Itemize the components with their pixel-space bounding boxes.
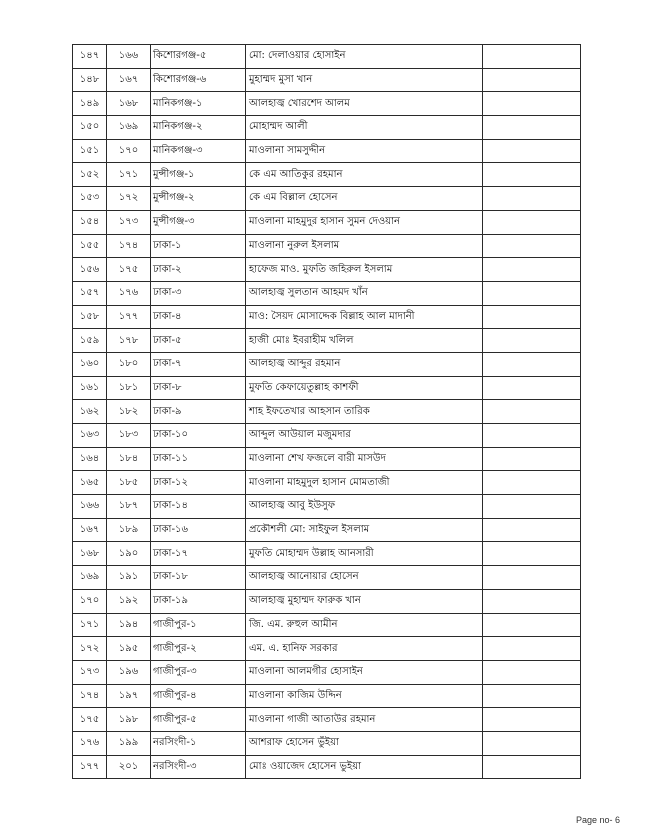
- serial-cell: ১৫৮: [73, 305, 107, 329]
- candidate-name-cell: মুফতি মোহাম্মদ উল্লাহ আনসারী: [246, 542, 483, 566]
- constituency-cell: ঢাকা-১: [151, 234, 246, 258]
- remarks-cell: [483, 589, 581, 613]
- serial-cell: ১৪৯: [73, 92, 107, 116]
- constituency-cell: ঢাকা-৭: [151, 352, 246, 376]
- candidate-name-cell: মাওলানা মাহমুদুল হাসান মোমতাজী: [246, 471, 483, 495]
- constituency-cell: নরসিংদী-১: [151, 731, 246, 755]
- constituency-cell: ঢাকা-১৬: [151, 518, 246, 542]
- serial-cell: ১৬৩: [73, 424, 107, 448]
- remarks-cell: [483, 329, 581, 353]
- remarks-cell: [483, 613, 581, 637]
- candidate-name-cell: মোহাম্মদ আলী: [246, 116, 483, 140]
- candidate-name-cell: মাওলানা নুরুল ইসলাম: [246, 234, 483, 258]
- table-row: [73, 495, 581, 519]
- constituency-cell: গাজীপুর-৪: [151, 684, 246, 708]
- remarks-cell: [483, 447, 581, 471]
- seat-number-cell: ১৭৬: [107, 281, 151, 305]
- remarks-cell: [483, 731, 581, 755]
- constituency-cell: ঢাকা-১১: [151, 447, 246, 471]
- candidate-name-cell: আব্দুল আউয়াল মজুমদার: [246, 424, 483, 448]
- remarks-cell: [483, 210, 581, 234]
- seat-number-cell: ১৬৮: [107, 92, 151, 116]
- serial-cell: ১৭৪: [73, 684, 107, 708]
- candidate-name-cell: আলহাজ্ব আনোয়ার হোসেন: [246, 566, 483, 590]
- remarks-cell: [483, 116, 581, 140]
- constituency-cell: মানিকগঞ্জ-৩: [151, 139, 246, 163]
- table-row: [73, 352, 581, 376]
- serial-cell: ১৬৬: [73, 495, 107, 519]
- constituency-cell: ঢাকা-১৪: [151, 495, 246, 519]
- constituency-cell: মানিকগঞ্জ-২: [151, 116, 246, 140]
- serial-cell: ১৫০: [73, 116, 107, 140]
- serial-cell: ১৬৯: [73, 566, 107, 590]
- seat-number-cell: ১৯১: [107, 566, 151, 590]
- table-body: [73, 45, 581, 779]
- seat-number-cell: ১৭৮: [107, 329, 151, 353]
- table-row: [73, 708, 581, 732]
- table-row: [73, 163, 581, 187]
- serial-cell: ১৬১: [73, 376, 107, 400]
- candidate-name-cell: মাও: সৈয়দ মোসাদ্দেক বিল্লাহ আল মাদানী: [246, 305, 483, 329]
- candidate-name-cell: শাহ ইফতেখার আহসান তারিক: [246, 400, 483, 424]
- seat-number-cell: ১৭৩: [107, 210, 151, 234]
- constituency-cell: ঢাকা-১৯: [151, 589, 246, 613]
- remarks-cell: [483, 139, 581, 163]
- serial-cell: ১৭৩: [73, 660, 107, 684]
- constituency-cell: ঢাকা-৫: [151, 329, 246, 353]
- candidate-name-cell: কে এম আতিকুর রহমান: [246, 163, 483, 187]
- candidate-name-cell: আলহাজ্ব মুহাম্মদ ফারুক খান: [246, 589, 483, 613]
- constituency-cell: মুন্সীগঞ্জ-৩: [151, 210, 246, 234]
- table-row: [73, 755, 581, 779]
- remarks-cell: [483, 471, 581, 495]
- candidate-name-cell: হাফেজ মাও. মুফতি জহিরুল ইসলাম: [246, 258, 483, 282]
- candidate-name-cell: হাজী মোঃ ইবরাহীম খলিল: [246, 329, 483, 353]
- seat-number-cell: ১৯৮: [107, 708, 151, 732]
- constituency-cell: মানিকগঞ্জ-১: [151, 92, 246, 116]
- serial-cell: ১৫৭: [73, 281, 107, 305]
- seat-number-cell: ১৯৬: [107, 660, 151, 684]
- table-row: [73, 518, 581, 542]
- seat-number-cell: ১৬৯: [107, 116, 151, 140]
- candidate-name-cell: মাওলানা সামসুদ্দীন: [246, 139, 483, 163]
- serial-cell: ১৭৫: [73, 708, 107, 732]
- seat-number-cell: ১৯৫: [107, 637, 151, 661]
- seat-number-cell: ১৮২: [107, 400, 151, 424]
- serial-cell: ১৭০: [73, 589, 107, 613]
- table-row: [73, 637, 581, 661]
- remarks-cell: [483, 518, 581, 542]
- seat-number-cell: ১৯০: [107, 542, 151, 566]
- remarks-cell: [483, 68, 581, 92]
- candidate-name-cell: মাওলানা কাজিম উদ্দিন: [246, 684, 483, 708]
- remarks-cell: [483, 400, 581, 424]
- candidate-name-cell: মাওলানা গাজী আতাউর রহমান: [246, 708, 483, 732]
- serial-cell: ১৫৬: [73, 258, 107, 282]
- table-row: [73, 731, 581, 755]
- seat-number-cell: ১৭০: [107, 139, 151, 163]
- remarks-cell: [483, 187, 581, 211]
- table-row: [73, 234, 581, 258]
- constituency-cell: ঢাকা-১৭: [151, 542, 246, 566]
- table-row: [73, 471, 581, 495]
- candidate-name-cell: মো: দেলাওয়ার হোসাইন: [246, 45, 483, 69]
- serial-cell: ১৬০: [73, 352, 107, 376]
- remarks-cell: [483, 542, 581, 566]
- remarks-cell: [483, 495, 581, 519]
- candidate-name-cell: প্রকৌশলী মো: সাইফুল ইসলাম: [246, 518, 483, 542]
- constituency-cell: ঢাকা-৮: [151, 376, 246, 400]
- candidate-name-cell: কে এম বিল্লাল হোসেন: [246, 187, 483, 211]
- candidate-name-cell: আলহাজ্ব খোরশেদ আলম: [246, 92, 483, 116]
- seat-number-cell: ১৮৯: [107, 518, 151, 542]
- table-row: [73, 566, 581, 590]
- remarks-cell: [483, 755, 581, 779]
- remarks-cell: [483, 163, 581, 187]
- constituency-cell: গাজীপুর-১: [151, 613, 246, 637]
- serial-cell: ১৬৭: [73, 518, 107, 542]
- seat-number-cell: ১৯৯: [107, 731, 151, 755]
- seat-number-cell: ১৯৭: [107, 684, 151, 708]
- remarks-cell: [483, 92, 581, 116]
- table-row: [73, 447, 581, 471]
- seat-number-cell: ১৭২: [107, 187, 151, 211]
- table-row: [73, 400, 581, 424]
- remarks-cell: [483, 352, 581, 376]
- serial-cell: ১৫৫: [73, 234, 107, 258]
- candidate-table: [72, 44, 581, 779]
- candidate-name-cell: মোঃ ওয়াজেদ হোসেন ভুইয়া: [246, 755, 483, 779]
- serial-cell: ১৫৯: [73, 329, 107, 353]
- constituency-cell: গাজীপুর-৫: [151, 708, 246, 732]
- candidate-name-cell: আশরাফ হোসেন ভুঁইয়া: [246, 731, 483, 755]
- candidate-name-cell: মাওলানা শেখ ফজলে বারী মাসউদ: [246, 447, 483, 471]
- seat-number-cell: ১৮১: [107, 376, 151, 400]
- serial-cell: ১৫৩: [73, 187, 107, 211]
- serial-cell: ১৬৪: [73, 447, 107, 471]
- serial-cell: ১৭২: [73, 637, 107, 661]
- constituency-cell: ঢাকা-৪: [151, 305, 246, 329]
- table-row: [73, 210, 581, 234]
- seat-number-cell: ১৮৩: [107, 424, 151, 448]
- remarks-cell: [483, 281, 581, 305]
- serial-cell: ১৭১: [73, 613, 107, 637]
- constituency-cell: গাজীপুর-৩: [151, 660, 246, 684]
- constituency-cell: মুন্সীগঞ্জ-২: [151, 187, 246, 211]
- constituency-cell: ঢাকা-১২: [151, 471, 246, 495]
- constituency-cell: ঢাকা-৯: [151, 400, 246, 424]
- serial-cell: ১৫২: [73, 163, 107, 187]
- table-row: [73, 684, 581, 708]
- seat-number-cell: ১৮৭: [107, 495, 151, 519]
- table-row: [73, 139, 581, 163]
- table-row: [73, 187, 581, 211]
- candidate-name-cell: মাওলানা মাহমুদুর হাসান সুমন দেওয়ান: [246, 210, 483, 234]
- constituency-cell: ঢাকা-১৮: [151, 566, 246, 590]
- constituency-cell: কিশোরগঞ্জ-৫: [151, 45, 246, 69]
- seat-number-cell: ১৭৪: [107, 234, 151, 258]
- table-row: [73, 45, 581, 69]
- serial-cell: ১৪৮: [73, 68, 107, 92]
- remarks-cell: [483, 637, 581, 661]
- table-row: [73, 589, 581, 613]
- remarks-cell: [483, 258, 581, 282]
- page-number: Page no- 6: [575, 815, 620, 825]
- remarks-cell: [483, 566, 581, 590]
- remarks-cell: [483, 376, 581, 400]
- constituency-cell: ঢাকা-২: [151, 258, 246, 282]
- table-row: [73, 305, 581, 329]
- serial-cell: ১৬৮: [73, 542, 107, 566]
- table-row: [73, 424, 581, 448]
- serial-cell: ১৪৭: [73, 45, 107, 69]
- seat-number-cell: ১৬৬: [107, 45, 151, 69]
- candidate-name-cell: এম. এ. হানিফ সরকার: [246, 637, 483, 661]
- candidate-name-cell: মুফতি কেফায়েতুল্লাহ কাশফী: [246, 376, 483, 400]
- table-row: [73, 116, 581, 140]
- seat-number-cell: ১৭৭: [107, 305, 151, 329]
- table-row: [73, 376, 581, 400]
- remarks-cell: [483, 305, 581, 329]
- seat-number-cell: ২০১: [107, 755, 151, 779]
- candidate-name-cell: আলহাজ্ব আবু ইউসুফ: [246, 495, 483, 519]
- serial-cell: ১৬২: [73, 400, 107, 424]
- constituency-cell: গাজীপুর-২: [151, 637, 246, 661]
- seat-number-cell: ১৮৫: [107, 471, 151, 495]
- seat-number-cell: ১৭৫: [107, 258, 151, 282]
- constituency-cell: কিশোরগঞ্জ-৬: [151, 68, 246, 92]
- constituency-cell: ঢাকা-১০: [151, 424, 246, 448]
- seat-number-cell: ১৮০: [107, 352, 151, 376]
- candidate-name-cell: আলহাজ্ব সুলতান আহমদ খাঁন: [246, 281, 483, 305]
- constituency-cell: ঢাকা-৩: [151, 281, 246, 305]
- table-row: [73, 281, 581, 305]
- seat-number-cell: ১৮৪: [107, 447, 151, 471]
- table-row: [73, 542, 581, 566]
- candidate-name-cell: মুহাম্মদ মুসা খান: [246, 68, 483, 92]
- remarks-cell: [483, 708, 581, 732]
- serial-cell: ১৬৫: [73, 471, 107, 495]
- serial-cell: ১৫৪: [73, 210, 107, 234]
- serial-cell: ১৫১: [73, 139, 107, 163]
- seat-number-cell: ১৯২: [107, 589, 151, 613]
- table-row: [73, 258, 581, 282]
- table-row: [73, 660, 581, 684]
- table-row: [73, 329, 581, 353]
- remarks-cell: [483, 684, 581, 708]
- remarks-cell: [483, 424, 581, 448]
- serial-cell: ১৭৬: [73, 731, 107, 755]
- remarks-cell: [483, 660, 581, 684]
- constituency-cell: নরসিংদী-৩: [151, 755, 246, 779]
- candidate-name-cell: আলহাজ্ব আব্দুর রহমান: [246, 352, 483, 376]
- seat-number-cell: ১৭১: [107, 163, 151, 187]
- seat-number-cell: ১৬৭: [107, 68, 151, 92]
- candidate-name-cell: মাওলানা আলমগীর হোসাইন: [246, 660, 483, 684]
- seat-number-cell: ১৯৪: [107, 613, 151, 637]
- serial-cell: ১৭৭: [73, 755, 107, 779]
- constituency-cell: মুন্সীগঞ্জ-১: [151, 163, 246, 187]
- candidate-name-cell: জি. এম. রুহুল আমীন: [246, 613, 483, 637]
- table-row: [73, 92, 581, 116]
- table-row: [73, 68, 581, 92]
- remarks-cell: [483, 45, 581, 69]
- table-row: [73, 613, 581, 637]
- remarks-cell: [483, 234, 581, 258]
